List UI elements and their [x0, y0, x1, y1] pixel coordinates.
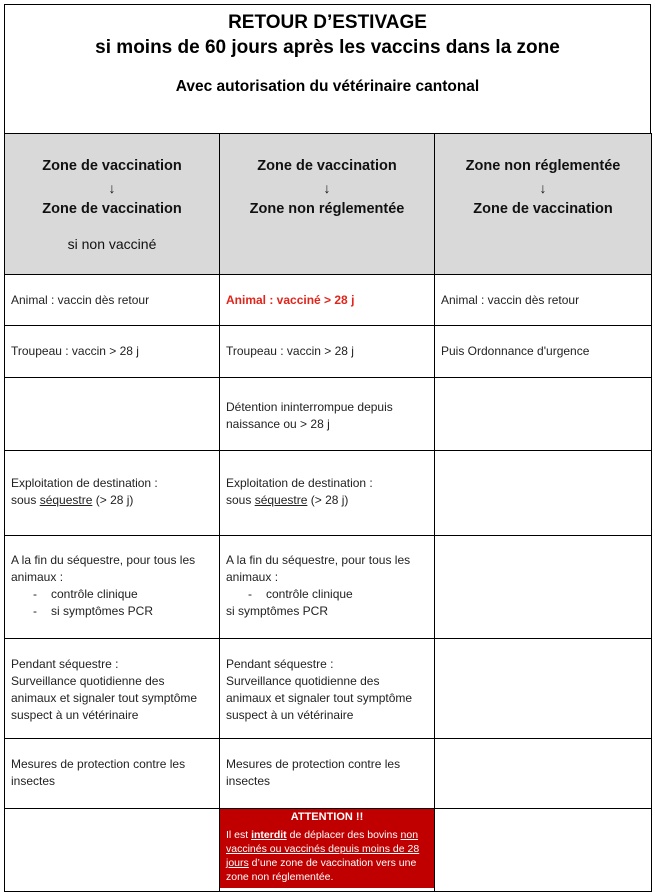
table-row — [5, 451, 652, 536]
cell-text: Exploitation de destination : — [226, 476, 373, 490]
check-list — [11, 586, 213, 620]
table-cell — [435, 451, 652, 536]
list-item: - si symptômes PCR — [33, 603, 213, 620]
cell-text: suspect à un vétérinaire — [226, 708, 354, 722]
cell-text: Mesures de protection contre les — [11, 757, 186, 771]
zone-table — [4, 133, 652, 892]
table-cell — [220, 451, 435, 536]
table-cell: Puis Ordonnance d'urgence — [435, 326, 652, 378]
table-cell — [5, 536, 220, 639]
sequestre-term: séquestre — [39, 493, 93, 507]
cell-text — [11, 492, 213, 509]
attention-text — [220, 825, 434, 888]
column-to: Zone de vaccination — [42, 201, 182, 217]
cell-text: animaux et signaler tout symptôme — [11, 691, 198, 705]
column-to: Zone de vaccination — [473, 201, 613, 217]
table-cell — [5, 451, 220, 536]
table-cell — [220, 739, 435, 809]
table-cell — [435, 809, 652, 892]
cell-text: Surveillance quotidienne des — [11, 674, 165, 688]
page-subtitle: Avec autorisation du vétérinaire cantonal — [175, 78, 480, 95]
cell-text: Pendant séquestre : — [226, 657, 334, 671]
table-cell-alert: Animal : vacciné > 28 j — [220, 275, 435, 326]
cell-text: si symptômes PCR — [226, 604, 329, 618]
table-cell: Animal : vaccin dès retour — [435, 275, 652, 326]
attention-underlined: non vaccinés ou vaccinés depuis moins de 28 jours — [226, 829, 420, 869]
cell-text: animaux : — [226, 570, 279, 584]
sequestre-term: séquestre — [254, 493, 308, 507]
cell-text: animaux : — [11, 570, 64, 584]
table-cell — [220, 536, 435, 639]
cell-text: A la fin du séquestre, pour tous les — [226, 553, 411, 567]
cell-text: (> 28 j) — [307, 493, 349, 507]
table-row — [5, 809, 652, 892]
cell-text: suspect à un vétérinaire — [11, 708, 139, 722]
table-row — [5, 536, 652, 639]
cell-text: Pendant séquestre : — [11, 657, 119, 671]
table-cell: Troupeau : vaccin > 28 j — [5, 326, 220, 378]
table-cell — [5, 809, 220, 892]
table-cell — [5, 639, 220, 739]
cell-text: Surveillance quotidienne des — [226, 674, 380, 688]
table-cell — [435, 639, 652, 739]
page-title: RETOUR D’ESTIVAGE — [228, 12, 427, 33]
attention-interdit: interdit — [251, 829, 287, 841]
column-from: Zone de vaccination — [42, 158, 182, 174]
cell-text: (> 28 j) — [92, 493, 134, 507]
table-row — [5, 639, 652, 739]
column-from: Zone de vaccination — [257, 158, 397, 174]
cell-text: insectes — [11, 774, 56, 788]
title-block — [4, 4, 651, 133]
table-row — [5, 275, 652, 326]
list-item: - contrôle clinique — [33, 586, 213, 603]
column-header — [220, 134, 435, 275]
cell-text: naissance ou > 28 j — [226, 417, 330, 431]
table-row — [5, 739, 652, 809]
cell-text: Exploitation de destination : — [11, 476, 158, 490]
column-note: si non vacciné — [67, 236, 157, 252]
column-header — [435, 134, 652, 275]
arrow-down-icon: ↓ — [108, 180, 116, 196]
table-cell: Animal : vaccin dès retour — [5, 275, 220, 326]
attention-text-part: de déplacer des bovins — [286, 829, 401, 841]
table-row — [5, 326, 652, 378]
page-title-line2: si moins de 60 jours après les vaccins dans la zone — [95, 37, 560, 58]
cell-text: sous — [226, 493, 255, 507]
arrow-down-icon: ↓ — [539, 180, 547, 196]
column-header — [5, 134, 220, 275]
table-cell — [435, 536, 652, 639]
cell-text: A la fin du séquestre, pour tous les — [11, 553, 196, 567]
table-header-row — [5, 134, 652, 275]
table-cell — [5, 378, 220, 451]
cell-text: insectes — [226, 774, 271, 788]
table-cell: Troupeau : vaccin > 28 j — [220, 326, 435, 378]
column-to: Zone non réglementée — [249, 201, 405, 217]
attention-text-part: Il est — [226, 829, 252, 841]
list-item: - contrôle clinique — [248, 586, 428, 603]
cell-text: Détention ininterrompue depuis — [226, 400, 393, 414]
table-cell — [220, 639, 435, 739]
cell-text: Mesures de protection contre les — [226, 757, 401, 771]
cell-text: animaux et signaler tout symptôme — [226, 691, 413, 705]
table-cell — [5, 739, 220, 809]
check-list — [226, 586, 428, 603]
cell-text: sous — [11, 493, 40, 507]
column-from: Zone non réglementée — [465, 158, 621, 174]
table-cell — [435, 378, 652, 451]
table-row — [5, 378, 652, 451]
arrow-down-icon: ↓ — [323, 180, 331, 196]
table-cell — [220, 378, 435, 451]
cell-text — [226, 492, 428, 509]
table-cell — [435, 739, 652, 809]
attention-box — [220, 809, 435, 892]
attention-text-part: d’une zone de vaccination vers une zone non réglementée. — [226, 857, 417, 883]
attention-title: ATTENTION !! — [220, 809, 434, 825]
document-sheet — [4, 4, 651, 892]
